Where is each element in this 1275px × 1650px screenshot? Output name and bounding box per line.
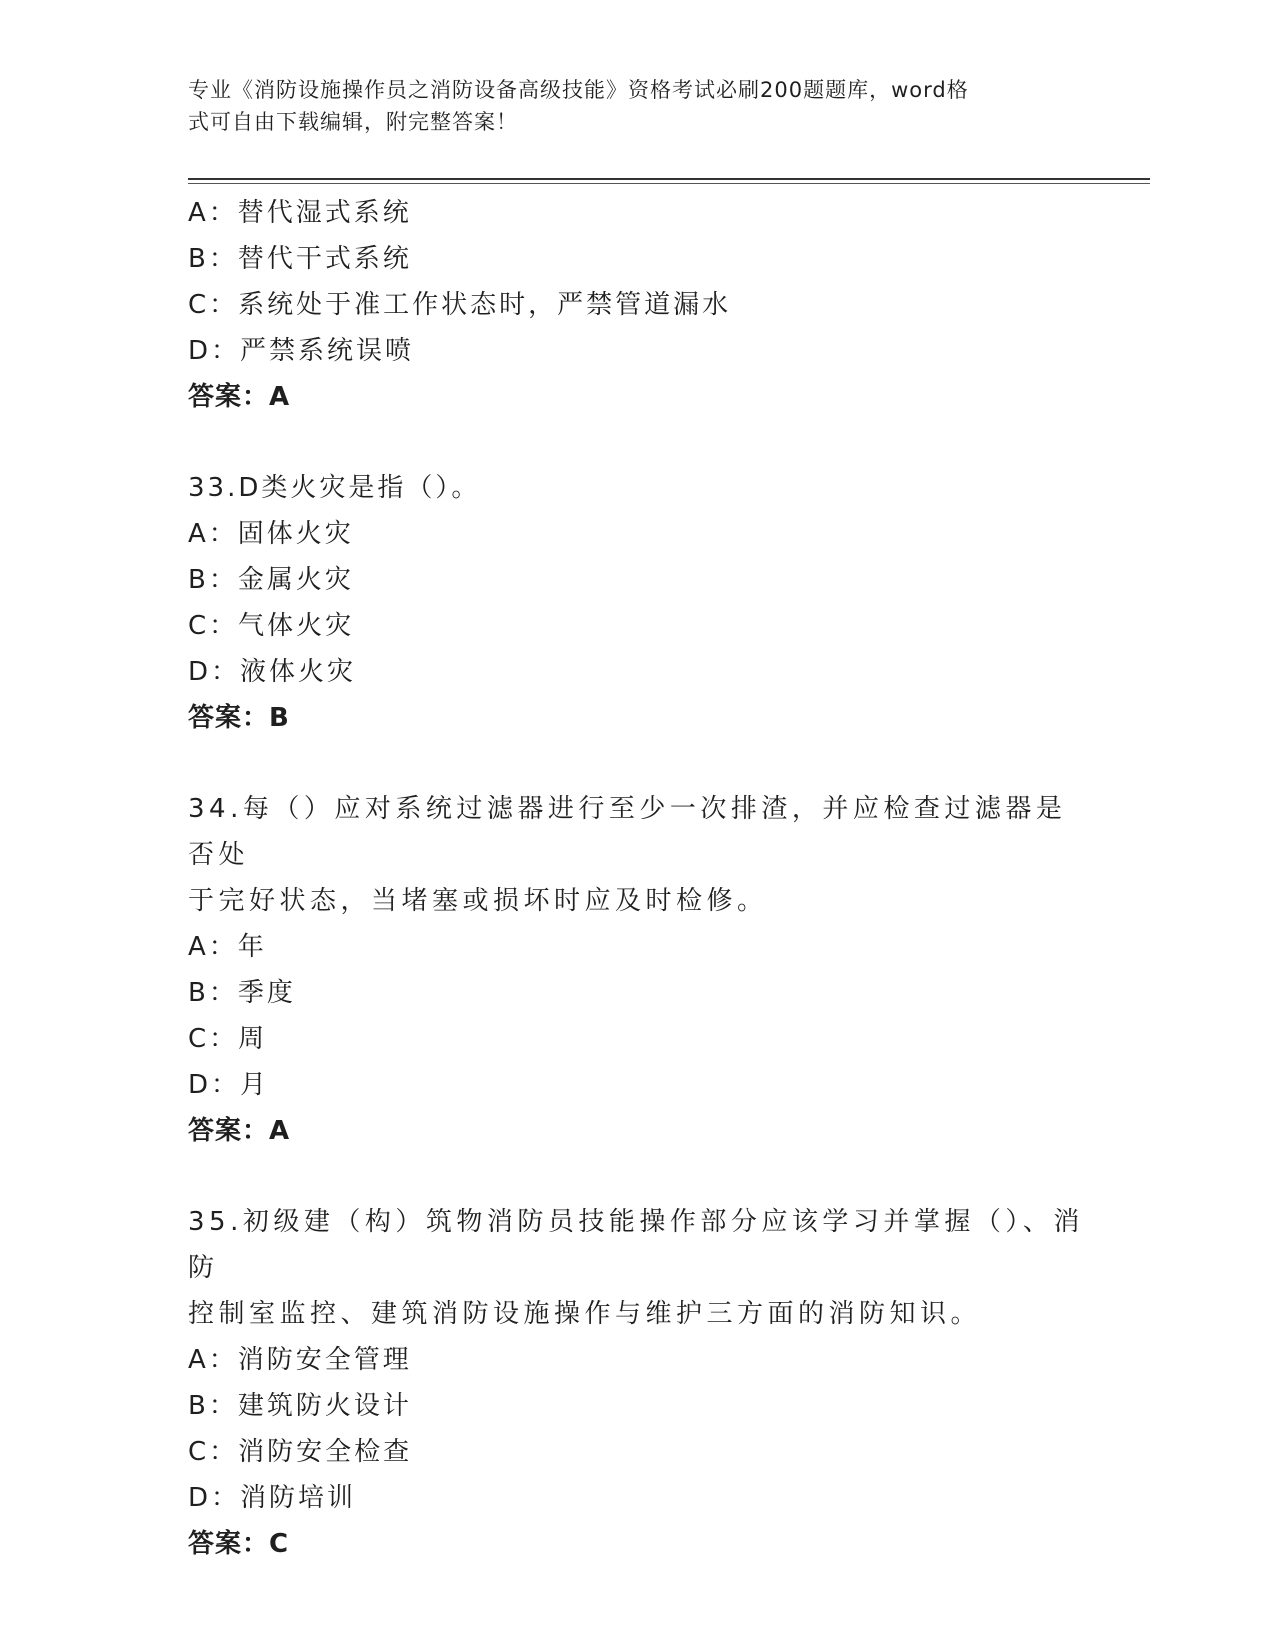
question-stem bbox=[188, 1199, 1088, 1337]
header-line-2: 式可自由下载编辑，附完整答案！ bbox=[188, 110, 518, 134]
option-c: C：周 bbox=[188, 1024, 268, 1054]
answer-line: 答案：A bbox=[188, 382, 291, 412]
question-list bbox=[188, 190, 1088, 1567]
option-d: D：消防培训 bbox=[188, 1483, 357, 1513]
option-a: A：年 bbox=[188, 932, 267, 962]
option-c: C：气体火灾 bbox=[188, 611, 355, 641]
question-block-35 bbox=[188, 1199, 1088, 1567]
option-d: D：月 bbox=[188, 1070, 270, 1100]
option-a: A：消防安全管理 bbox=[188, 1345, 412, 1375]
question-stem bbox=[188, 786, 1088, 924]
header-divider-thick bbox=[188, 178, 1150, 180]
question-stem-line-2: 控制室监控、建筑消防设施操作与维护三方面的消防知识。 bbox=[188, 1299, 982, 1329]
answer-line: 答案：C bbox=[188, 1529, 290, 1559]
option-a: A：固体火灾 bbox=[188, 519, 354, 549]
question-block-previous bbox=[188, 190, 1088, 420]
option-b: B：金属火灾 bbox=[188, 565, 354, 595]
option-d: D：严禁系统误喷 bbox=[188, 336, 415, 366]
option-b: B：建筑防火设计 bbox=[188, 1391, 412, 1421]
header-line-1: 专业《消防设施操作员之消防设备高级技能》资格考试必刷200题题库，word格 bbox=[188, 78, 969, 102]
question-stem-line-2: 于完好状态，当堵塞或损坏时应及时检修。 bbox=[188, 886, 768, 916]
option-a: A：替代湿式系统 bbox=[188, 198, 412, 228]
option-c: C：系统处于准工作状态时，严禁管道漏水 bbox=[188, 290, 732, 320]
question-block-34 bbox=[188, 786, 1088, 1154]
answer-line: 答案：B bbox=[188, 703, 290, 733]
option-b: B：季度 bbox=[188, 978, 296, 1008]
question-stem-line-1: 34.每（）应对系统过滤器进行至少一次排渣，并应检查过滤器是否处 bbox=[188, 794, 1067, 870]
option-b: B：替代干式系统 bbox=[188, 244, 412, 274]
question-stem: 33.D类火灾是指（）。 bbox=[188, 473, 481, 503]
question-stem-line-1: 35.初级建（构）筑物消防员技能操作部分应该学习并掌握（）、消防 bbox=[188, 1207, 1084, 1283]
option-d: D：液体火灾 bbox=[188, 657, 357, 687]
answer-line: 答案：A bbox=[188, 1116, 291, 1146]
option-c: C：消防安全检查 bbox=[188, 1437, 413, 1467]
header-divider-thin bbox=[188, 183, 1150, 184]
document-header bbox=[188, 74, 1068, 138]
question-block-33 bbox=[188, 465, 1088, 741]
